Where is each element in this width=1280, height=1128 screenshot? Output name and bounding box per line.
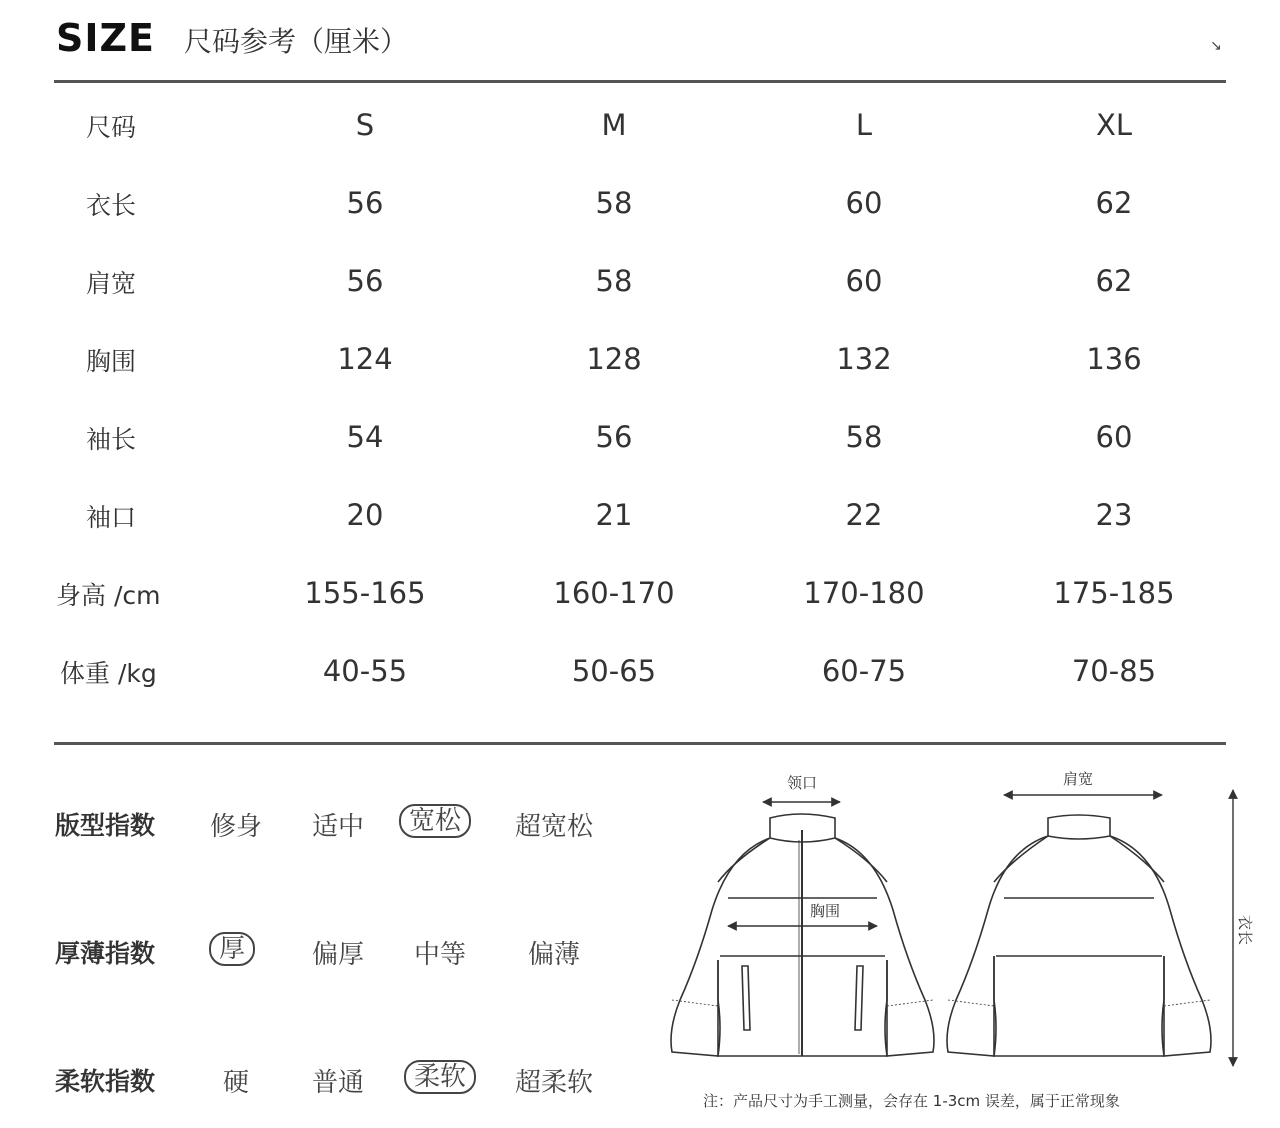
arrow-down-right-icon: ↘ bbox=[1210, 38, 1222, 54]
table-cell: 136 bbox=[1086, 342, 1142, 376]
table-cell: 160-170 bbox=[553, 576, 675, 610]
table-cell: 124 bbox=[337, 342, 393, 376]
fit-option-loose-selected: 宽松 bbox=[399, 804, 471, 838]
fit-option-slim: 修身 bbox=[210, 812, 263, 842]
table-cell: 22 bbox=[845, 498, 883, 532]
table-cell: 62 bbox=[1095, 186, 1133, 220]
divider-top bbox=[54, 80, 1226, 83]
fit-index-title: 版型指数 bbox=[55, 811, 156, 840]
table-row-label: 身高 /cm bbox=[56, 581, 161, 610]
table-cell: 20 bbox=[346, 498, 384, 532]
table-cell: 132 bbox=[836, 342, 892, 376]
size-header-s: S bbox=[355, 108, 375, 142]
table-row-label: 袖口 bbox=[86, 503, 137, 532]
fit-option-extra-loose: 超宽松 bbox=[515, 812, 594, 842]
softness-option-normal: 普通 bbox=[312, 1068, 365, 1098]
fit-option-regular: 适中 bbox=[312, 812, 365, 842]
divider-middle bbox=[54, 742, 1226, 745]
table-cell: 56 bbox=[346, 264, 384, 298]
table-cell: 60 bbox=[1095, 420, 1133, 454]
table-cell: 60 bbox=[845, 264, 883, 298]
table-cell: 56 bbox=[346, 186, 384, 220]
table-row-label: 衣长 bbox=[86, 191, 137, 220]
table-row-label: 体重 /kg bbox=[60, 659, 157, 688]
table-cell: 58 bbox=[845, 420, 883, 454]
table-cell: 128 bbox=[586, 342, 642, 376]
table-cell: 23 bbox=[1095, 498, 1133, 532]
table-cell: 62 bbox=[1095, 264, 1133, 298]
jacket-back-icon bbox=[947, 815, 1211, 1056]
table-cell: 54 bbox=[346, 420, 384, 454]
table-row-label: 肩宽 bbox=[86, 269, 137, 298]
table-cell: 50-65 bbox=[571, 654, 657, 688]
jacket-measurement-diagram bbox=[650, 760, 1260, 1090]
page-subtitle: 尺码参考（厘米） bbox=[184, 25, 409, 58]
size-header-xl: XL bbox=[1095, 108, 1133, 142]
measurement-note: 注：产品尺寸为手工测量，会存在 1-3cm 误差，属于正常现象 bbox=[703, 1092, 1120, 1110]
table-cell: 21 bbox=[595, 498, 633, 532]
thickness-index-title: 厚薄指数 bbox=[55, 939, 156, 968]
size-header-l: L bbox=[855, 108, 873, 142]
table-cell: 58 bbox=[595, 186, 633, 220]
table-cell: 58 bbox=[595, 264, 633, 298]
table-row-label: 胸围 bbox=[86, 347, 137, 376]
table-cell: 155-165 bbox=[304, 576, 426, 610]
table-cell: 60 bbox=[845, 186, 883, 220]
jacket-front-icon bbox=[671, 814, 934, 1056]
table-cell: 175-185 bbox=[1053, 576, 1175, 610]
chest-label: 胸围 bbox=[810, 902, 841, 920]
table-cell: 170-180 bbox=[803, 576, 925, 610]
softness-option-hard: 硬 bbox=[223, 1068, 250, 1098]
softness-option-soft-selected: 柔软 bbox=[404, 1060, 476, 1094]
softness-option-extra-soft: 超柔软 bbox=[515, 1068, 594, 1098]
length-label: 衣长 bbox=[1236, 915, 1254, 946]
collar-label: 领口 bbox=[787, 774, 818, 792]
thickness-option-thick-selected: 厚 bbox=[209, 932, 255, 966]
table-cell: 60-75 bbox=[821, 654, 907, 688]
size-header-label: 尺码 bbox=[86, 113, 137, 142]
table-cell: 56 bbox=[595, 420, 633, 454]
table-row-label: 袖长 bbox=[86, 425, 137, 454]
thickness-option-fairly-thin: 偏薄 bbox=[528, 940, 581, 970]
brand-title: SIZE bbox=[56, 16, 156, 60]
thickness-option-fairly-thick: 偏厚 bbox=[312, 940, 365, 970]
thickness-option-medium: 中等 bbox=[414, 940, 467, 970]
table-cell: 70-85 bbox=[1071, 654, 1157, 688]
size-header-m: M bbox=[601, 108, 627, 142]
table-cell: 40-55 bbox=[322, 654, 408, 688]
shoulder-label: 肩宽 bbox=[1063, 770, 1094, 788]
softness-index-title: 柔软指数 bbox=[55, 1067, 156, 1096]
